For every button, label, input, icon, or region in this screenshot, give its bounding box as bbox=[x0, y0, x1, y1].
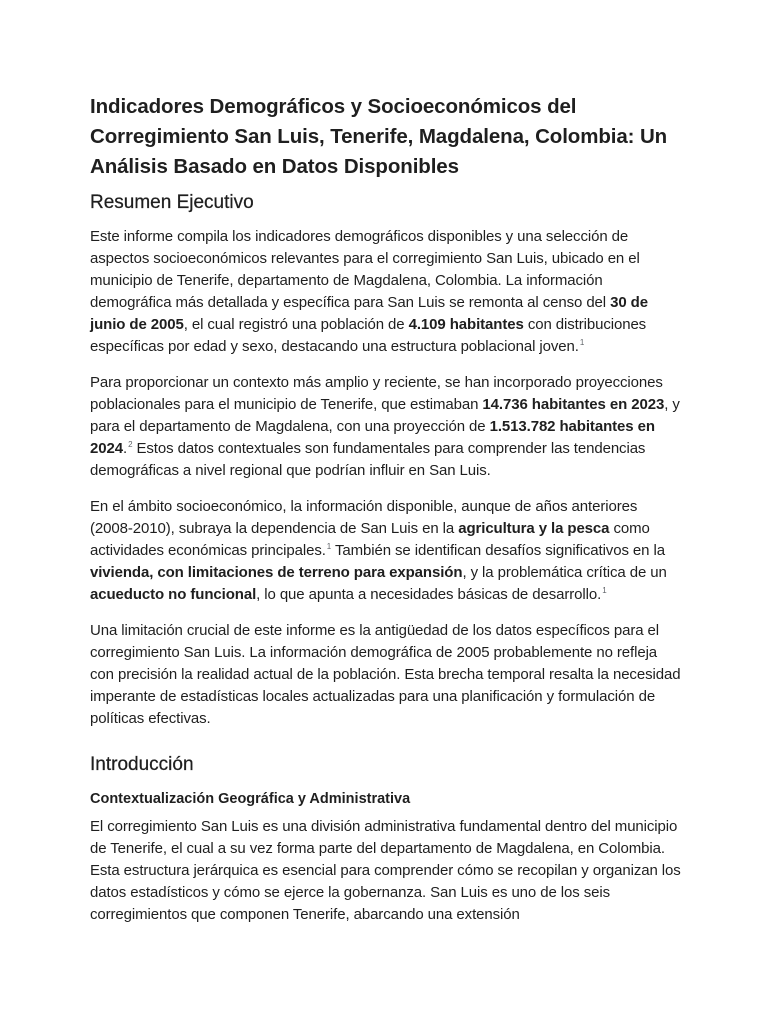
text: Este informe compila los indicadores demográficos disponibles y una selección de aspectos socioeconómicos relevantes para el corregimiento San Luis, ubicado en el municipio de Tenerife, departamento de Magdalena, Colombia. La información demográfica más detallada y específica para San Luis se remonta al censo del bbox=[90, 228, 640, 311]
citation-ref[interactable]: 1 bbox=[326, 542, 332, 551]
text: como actividades económicas principales. bbox=[90, 520, 650, 559]
section-heading-resumen: Resumen Ejecutivo bbox=[90, 192, 254, 213]
paragraph-introduccion-1: El corregimiento San Luis es una división administrativa fundamental dentro del municipio de Tenerife, el cual a su vez forma parte del departamento de Magdalena, en Colombia. Esta estructura jerárquica es esencial para comprender cómo se recopilan y organizan los datos estadísticos y cómo se ejerce la gobernanza. San Luis es uno de los seis corregimientos que componen Tenerife, abarcando una extensión bbox=[90, 818, 681, 923]
text: También se identifican desafíos significativos en la bbox=[331, 542, 665, 559]
paragraph-resumen-3 bbox=[90, 496, 682, 606]
text: Para proporcionar un contexto más amplio y reciente, se han incorporado proyecciones poblacionales para el municipio de Tenerife, que estimaban bbox=[90, 374, 663, 413]
document-title: Indicadores Demográficos y Socioeconómicos del Corregimiento San Luis, Tenerife, Magdalena, Colombia: Un Análisis Basado en Datos Disponibles bbox=[90, 95, 668, 178]
text: . bbox=[122, 440, 128, 457]
paragraph-resumen-2 bbox=[90, 372, 682, 482]
citation-ref[interactable]: 2 bbox=[128, 440, 133, 449]
text: , y la problemática crítica de un bbox=[462, 564, 667, 581]
section-heading-introduccion: Introducción bbox=[90, 754, 194, 775]
text: En el ámbito socioeconómico, la información disponible, aunque de años anteriores (2008-2010), subraya la dependencia de San Luis en la bbox=[90, 498, 638, 537]
citation-ref[interactable]: 1 bbox=[602, 586, 607, 595]
paragraph-resumen-1 bbox=[90, 226, 682, 358]
bold-text: 14.736 habitantes en 2023 bbox=[482, 396, 665, 413]
subsection-heading: Contextualización Geográfica y Administrativa bbox=[90, 791, 411, 807]
text: Estos datos contextuales son fundamentales para comprender las tendencias demográficas a nivel regional que podrían influir en San Luis. bbox=[90, 440, 646, 479]
bold-text: agricultura y la pesca bbox=[458, 520, 610, 537]
text: , y para el departamento de Magdalena, con una proyección de bbox=[90, 396, 680, 435]
bold-text: 4.109 habitantes bbox=[408, 316, 524, 333]
paragraph-resumen-4: Una limitación crucial de este informe es la antigüedad de los datos específicos para el corregimiento San Luis. La información demográfica de 2005 probablemente no refleja con precisión la realidad actual de la población. Esta brecha temporal resalta la necesidad imperante de estadísticas locales actualizadas para una planificación y formulación de políticas efectivas. bbox=[90, 622, 681, 727]
bold-text: acueducto no funcional bbox=[90, 586, 257, 603]
bold-text: 1.513.782 habitantes en 2024 bbox=[90, 418, 655, 457]
bold-text: 30 de junio de 2005 bbox=[90, 294, 648, 333]
document-page bbox=[90, 88, 682, 940]
bold-text: vivienda, con limitaciones de terreno para expansión bbox=[90, 564, 463, 581]
text: con distribuciones específicas por edad y sexo, destacando una estructura poblacional joven. bbox=[90, 316, 647, 355]
text: , el cual registró una población de bbox=[183, 316, 409, 333]
citation-ref[interactable]: 1 bbox=[579, 338, 585, 347]
text: , lo que apunta a necesidades básicas de desarrollo. bbox=[256, 586, 602, 603]
